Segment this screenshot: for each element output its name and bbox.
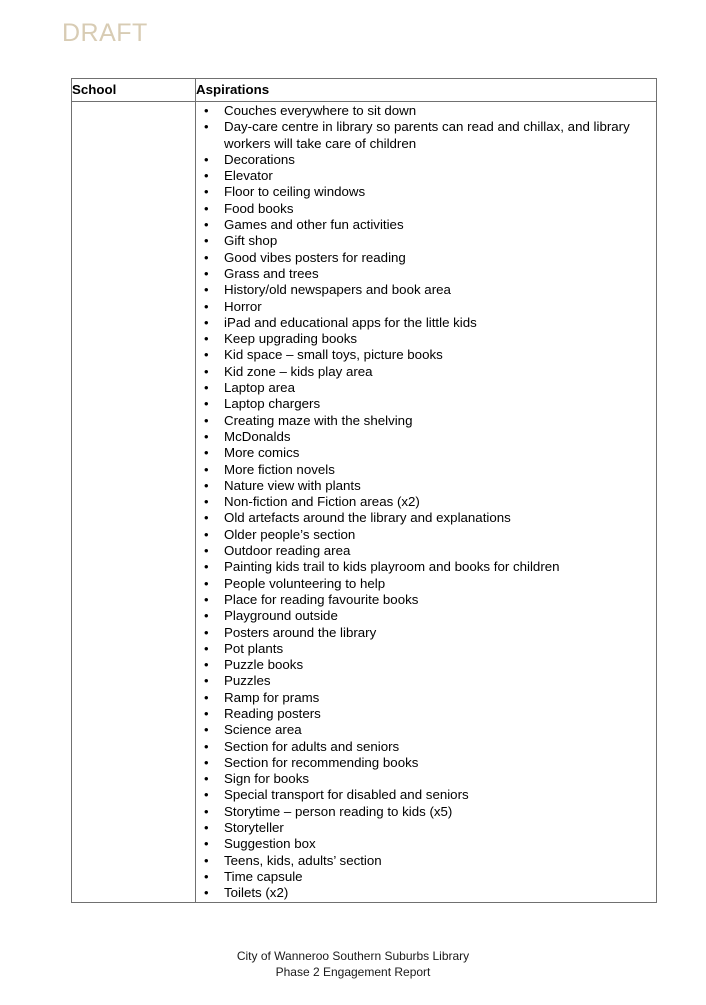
list-item: • Good vibes posters for reading — [196, 250, 642, 266]
list-item: • Horror — [196, 299, 642, 315]
list-item: • Puzzles — [196, 673, 642, 689]
list-item: • People volunteering to help — [196, 576, 642, 592]
list-item: • Creating maze with the shelving — [196, 413, 642, 429]
school-cell — [72, 102, 196, 903]
list-item: • Teens, kids, adults’ section — [196, 853, 642, 869]
list-item: • McDonalds — [196, 429, 642, 445]
aspirations-list — [196, 102, 656, 902]
list-item: • Painting kids trail to kids playroom and books for children — [196, 559, 642, 575]
list-item: • Special transport for disabled and seniors — [196, 787, 642, 803]
list-item: • Day-care centre in library so parents can read and chillax, and library workers will take care of children — [196, 119, 642, 152]
table-header-row — [72, 79, 657, 102]
aspirations-cell — [196, 102, 657, 903]
footer-subtitle: Phase 2 Engagement Report — [275, 965, 431, 979]
list-item: • Kid space – small toys, picture books — [196, 347, 642, 363]
list-item: • Time capsule — [196, 869, 642, 885]
list-item: • Outdoor reading area — [196, 543, 642, 559]
list-item: • Nature view with plants — [196, 478, 642, 494]
list-item: • Puzzle books — [196, 657, 642, 673]
list-item: • Sign for books — [196, 771, 642, 787]
aspirations-table — [71, 78, 657, 903]
list-item: • Floor to ceiling windows — [196, 184, 642, 200]
list-item: • Place for reading favourite books — [196, 592, 642, 608]
list-item: • Storyteller — [196, 820, 642, 836]
table-row — [72, 102, 657, 903]
list-item: • Section for recommending books — [196, 755, 642, 771]
list-item: • Gift shop — [196, 233, 642, 249]
list-item: • Elevator — [196, 168, 642, 184]
draft-watermark: DRAFT — [62, 19, 148, 47]
list-item: • Keep upgrading books — [196, 331, 642, 347]
list-item: • Posters around the library — [196, 625, 642, 641]
list-item: • Grass and trees — [196, 266, 642, 282]
list-item: • Suggestion box — [196, 836, 642, 852]
list-item: • Ramp for prams — [196, 690, 642, 706]
list-item: • Playground outside — [196, 608, 642, 624]
list-item: • Section for adults and seniors — [196, 739, 642, 755]
footer-title: City of Wanneroo Southern Suburbs Library — [236, 949, 470, 963]
list-item: • Kid zone – kids play area — [196, 364, 642, 380]
list-item: • Old artefacts around the library and explanations — [196, 510, 642, 526]
list-item: • Non-fiction and Fiction areas (x2) — [196, 494, 642, 510]
page-footer — [0, 948, 706, 980]
list-item: • Storytime – person reading to kids (x5) — [196, 804, 642, 820]
list-item: • Laptop area — [196, 380, 642, 396]
list-item: • Decorations — [196, 152, 642, 168]
list-item: • More fiction novels — [196, 462, 642, 478]
list-item: • iPad and educational apps for the little kids — [196, 315, 642, 331]
list-item: • Toilets (x2) — [196, 885, 642, 901]
list-item: • Games and other fun activities — [196, 217, 642, 233]
list-item: • Older people’s section — [196, 527, 642, 543]
list-item: • Science area — [196, 722, 642, 738]
list-item: • History/old newspapers and book area — [196, 282, 642, 298]
column-header-school: School — [72, 79, 196, 102]
list-item: • More comics — [196, 445, 642, 461]
list-item: • Reading posters — [196, 706, 642, 722]
list-item: • Pot plants — [196, 641, 642, 657]
list-item: • Couches everywhere to sit down — [196, 103, 642, 119]
list-item: • Laptop chargers — [196, 396, 642, 412]
list-item: • Food books — [196, 201, 642, 217]
column-header-aspirations: Aspirations — [196, 79, 657, 102]
